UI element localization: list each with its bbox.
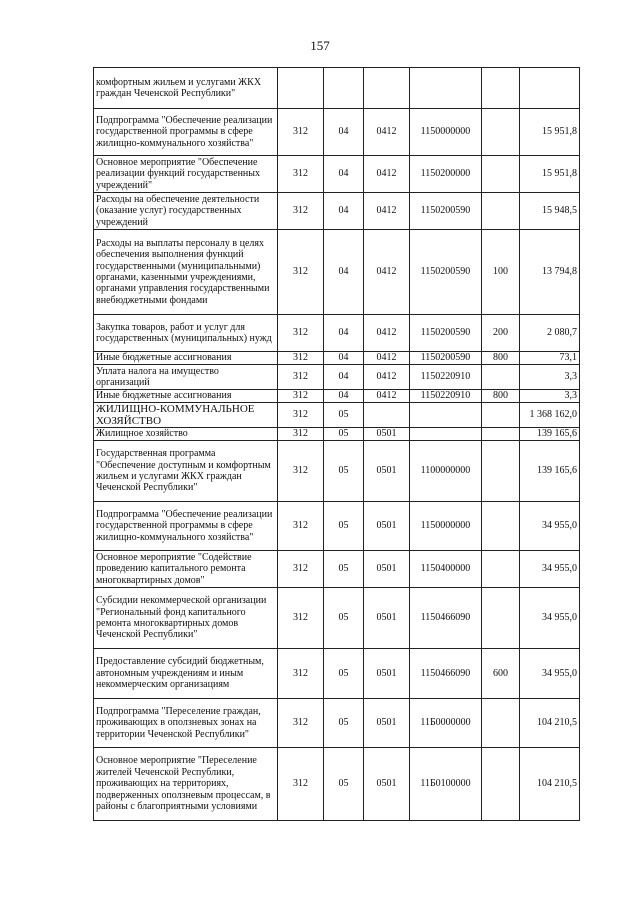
ministry-code: 312 bbox=[278, 156, 324, 193]
subsection-code: 0501 bbox=[364, 748, 410, 821]
expense-type bbox=[482, 193, 520, 230]
ministry-code: 312 bbox=[278, 352, 324, 365]
row-name: Основное мероприятие "Обеспечение реализации функций государственных учреждений" bbox=[94, 156, 278, 193]
row-name: Расходы на обеспечение деятельности (оказание услуг) государственных учреждений bbox=[94, 193, 278, 230]
target-article bbox=[410, 68, 482, 109]
row-name: Закупка товаров, работ и услуг для государственных (муниципальных) нужд bbox=[94, 315, 278, 352]
amount: 34 955,0 bbox=[520, 649, 580, 699]
target-article: 11Б0000000 bbox=[410, 699, 482, 748]
amount: 104 210,5 bbox=[520, 699, 580, 748]
page-number: 157 bbox=[310, 38, 330, 53]
table-row bbox=[94, 230, 580, 315]
row-name: Основное мероприятие "Содействие проведению капитального ремонта многоквартирных домов" bbox=[94, 551, 278, 588]
table-row bbox=[94, 502, 580, 551]
expense-type bbox=[482, 156, 520, 193]
row-name: Уплата налога на имущество организаций bbox=[94, 365, 278, 390]
expense-type bbox=[482, 68, 520, 109]
row-name: Жилищное хозяйство bbox=[94, 428, 278, 441]
subsection-code: 0501 bbox=[364, 699, 410, 748]
ministry-code: 312 bbox=[278, 193, 324, 230]
subsection-code: 0412 bbox=[364, 352, 410, 365]
row-name: Государственная программа "Обеспечение доступным и комфортным жильем и услугами ЖКХ граждан Чеченской Республики" bbox=[94, 441, 278, 502]
table-row bbox=[94, 403, 580, 428]
row-name: Подпрограмма "Переселение граждан, проживающих в оползневых зонах на территории Чеченской Республики" bbox=[94, 699, 278, 748]
section-code: 05 bbox=[324, 748, 364, 821]
subsection-code: 0501 bbox=[364, 649, 410, 699]
row-name: Иные бюджетные ассигнования bbox=[94, 390, 278, 403]
table-row bbox=[94, 748, 580, 821]
expense-type bbox=[482, 699, 520, 748]
table-row bbox=[94, 365, 580, 390]
table-row bbox=[94, 352, 580, 365]
expense-type bbox=[482, 365, 520, 390]
expense-type bbox=[482, 109, 520, 156]
subsection-code: 0412 bbox=[364, 193, 410, 230]
table-row bbox=[94, 441, 580, 502]
target-article: 1150466090 bbox=[410, 649, 482, 699]
subsection-code: 0412 bbox=[364, 230, 410, 315]
ministry-code: 312 bbox=[278, 502, 324, 551]
ministry-code: 312 bbox=[278, 588, 324, 649]
subsection-code bbox=[364, 403, 410, 428]
section-code: 04 bbox=[324, 365, 364, 390]
section-code: 04 bbox=[324, 352, 364, 365]
row-name: Иные бюджетные ассигнования bbox=[94, 352, 278, 365]
expense-type bbox=[482, 551, 520, 588]
ministry-code: 312 bbox=[278, 649, 324, 699]
ministry-code: 312 bbox=[278, 109, 324, 156]
ministry-code: 312 bbox=[278, 551, 324, 588]
section-code: 05 bbox=[324, 403, 364, 428]
ministry-code: 312 bbox=[278, 441, 324, 502]
subsection-code: 0412 bbox=[364, 390, 410, 403]
ministry-code: 312 bbox=[278, 315, 324, 352]
section-code: 05 bbox=[324, 699, 364, 748]
subsection-code: 0501 bbox=[364, 588, 410, 649]
table-row bbox=[94, 551, 580, 588]
row-name: Субсидии некоммерческой организации "Региональный фонд капитального ремонта многоквартирных домов Чеченской Республики" bbox=[94, 588, 278, 649]
subsection-code: 0412 bbox=[364, 365, 410, 390]
amount: 34 955,0 bbox=[520, 551, 580, 588]
section-code: 05 bbox=[324, 441, 364, 502]
table-row bbox=[94, 109, 580, 156]
ministry-code: 312 bbox=[278, 403, 324, 428]
expense-type: 800 bbox=[482, 352, 520, 365]
target-article: 1150000000 bbox=[410, 502, 482, 551]
expense-type bbox=[482, 502, 520, 551]
subsection-code bbox=[364, 68, 410, 109]
amount: 2 080,7 bbox=[520, 315, 580, 352]
subsection-code: 0501 bbox=[364, 428, 410, 441]
amount: 34 955,0 bbox=[520, 588, 580, 649]
target-article bbox=[410, 428, 482, 441]
target-article: 1100000000 bbox=[410, 441, 482, 502]
amount: 3,3 bbox=[520, 365, 580, 390]
subsection-code: 0501 bbox=[364, 441, 410, 502]
ministry-code: 312 bbox=[278, 365, 324, 390]
expense-type bbox=[482, 403, 520, 428]
section-code bbox=[324, 68, 364, 109]
section-code: 05 bbox=[324, 502, 364, 551]
table-row bbox=[94, 315, 580, 352]
amount: 139 165,6 bbox=[520, 428, 580, 441]
target-article: 1150466090 bbox=[410, 588, 482, 649]
expense-type bbox=[482, 588, 520, 649]
table-row bbox=[94, 68, 580, 109]
expense-type: 100 bbox=[482, 230, 520, 315]
expense-type bbox=[482, 428, 520, 441]
subsection-code: 0501 bbox=[364, 502, 410, 551]
table-row bbox=[94, 588, 580, 649]
expense-type bbox=[482, 441, 520, 502]
amount: 3,3 bbox=[520, 390, 580, 403]
amount: 139 165,6 bbox=[520, 441, 580, 502]
target-article: 1150200590 bbox=[410, 352, 482, 365]
amount: 15 951,8 bbox=[520, 156, 580, 193]
table-row bbox=[94, 428, 580, 441]
subsection-code: 0412 bbox=[364, 109, 410, 156]
section-code: 05 bbox=[324, 588, 364, 649]
target-article: 1150000000 bbox=[410, 109, 482, 156]
ministry-code: 312 bbox=[278, 748, 324, 821]
section-code: 04 bbox=[324, 156, 364, 193]
row-name: ЖИЛИЩНО-КОММУНАЛЬНОЕ ХОЗЯЙСТВО bbox=[94, 403, 278, 428]
expense-type: 800 bbox=[482, 390, 520, 403]
target-article: 1150220910 bbox=[410, 390, 482, 403]
amount: 15 951,8 bbox=[520, 109, 580, 156]
section-code: 04 bbox=[324, 315, 364, 352]
amount: 73,1 bbox=[520, 352, 580, 365]
table-row bbox=[94, 649, 580, 699]
target-article: 1150200000 bbox=[410, 156, 482, 193]
expense-type: 200 bbox=[482, 315, 520, 352]
target-article bbox=[410, 403, 482, 428]
section-code: 05 bbox=[324, 649, 364, 699]
expense-type bbox=[482, 748, 520, 821]
target-article: 1150200590 bbox=[410, 230, 482, 315]
ministry-code: 312 bbox=[278, 390, 324, 403]
table-row bbox=[94, 156, 580, 193]
row-name: Расходы на выплаты персоналу в целях обеспечения выполнения функций государственными (муниципальными) органами, казенными учреждениями, органами управления государственными внебюджетными фондами bbox=[94, 230, 278, 315]
ministry-code: 312 bbox=[278, 230, 324, 315]
budget-table bbox=[93, 67, 580, 821]
ministry-code: 312 bbox=[278, 699, 324, 748]
target-article: 1150200590 bbox=[410, 193, 482, 230]
section-code: 05 bbox=[324, 551, 364, 588]
amount bbox=[520, 68, 580, 109]
amount: 34 955,0 bbox=[520, 502, 580, 551]
target-article: 1150400000 bbox=[410, 551, 482, 588]
section-code: 04 bbox=[324, 109, 364, 156]
ministry-code: 312 bbox=[278, 428, 324, 441]
section-code: 04 bbox=[324, 230, 364, 315]
amount: 1 368 162,0 bbox=[520, 403, 580, 428]
target-article: 1150220910 bbox=[410, 365, 482, 390]
subsection-code: 0412 bbox=[364, 315, 410, 352]
target-article: 11Б0100000 bbox=[410, 748, 482, 821]
subsection-code: 0501 bbox=[364, 551, 410, 588]
target-article: 1150200590 bbox=[410, 315, 482, 352]
ministry-code bbox=[278, 68, 324, 109]
section-code: 04 bbox=[324, 193, 364, 230]
row-name: Подпрограмма "Обеспечение реализации государственной программы в сфере жилищно-коммунального хозяйства" bbox=[94, 502, 278, 551]
expense-type: 600 bbox=[482, 649, 520, 699]
table-row bbox=[94, 699, 580, 748]
row-name: комфортным жильем и услугами ЖКХ граждан Чеченской Республики" bbox=[94, 68, 278, 109]
subsection-code: 0412 bbox=[364, 156, 410, 193]
row-name: Предоставление субсидий бюджетным, автономным учреждениям и иным некоммерческим организациям bbox=[94, 649, 278, 699]
amount: 13 794,8 bbox=[520, 230, 580, 315]
row-name: Основное мероприятие "Переселение жителей Чеченской Республики, проживающих на территориях, подверженных оползневым процессам, в районы с благоприятными условиями bbox=[94, 748, 278, 821]
row-name: Подпрограмма "Обеспечение реализации государственной программы в сфере жилищно-коммунального хозяйства" bbox=[94, 109, 278, 156]
amount: 104 210,5 bbox=[520, 748, 580, 821]
amount: 15 948,5 bbox=[520, 193, 580, 230]
section-code: 05 bbox=[324, 428, 364, 441]
table-row bbox=[94, 193, 580, 230]
table-row bbox=[94, 390, 580, 403]
section-code: 04 bbox=[324, 390, 364, 403]
